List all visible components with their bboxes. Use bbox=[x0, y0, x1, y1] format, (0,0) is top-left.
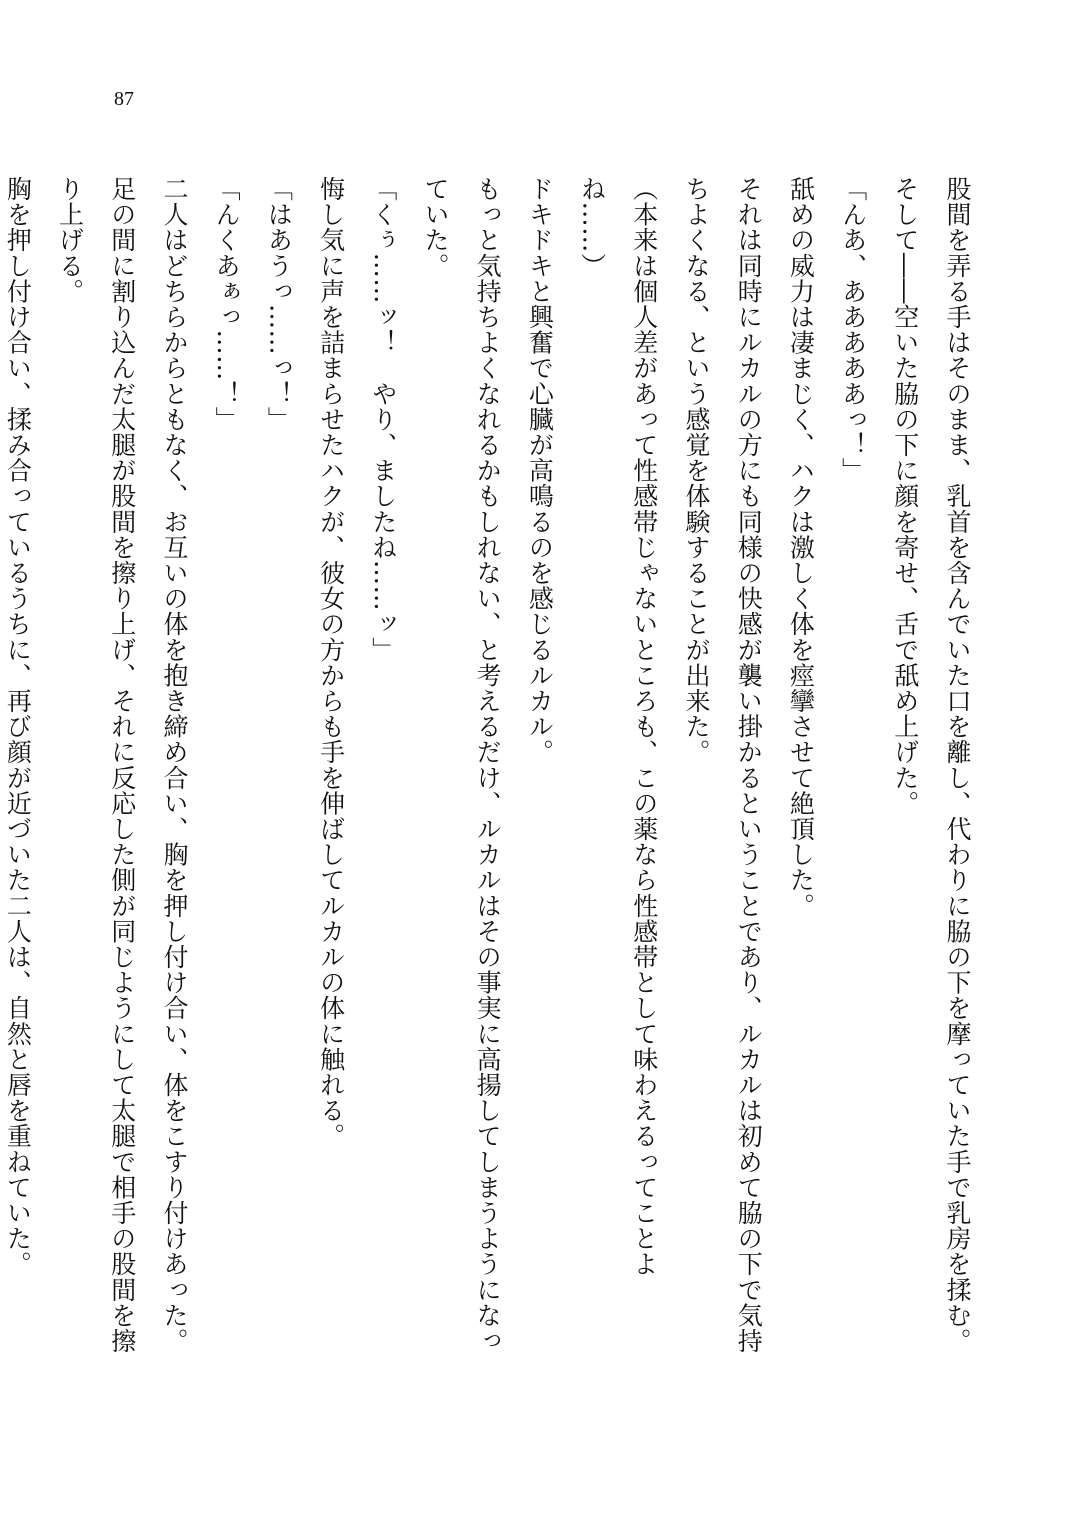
page-number: 87 bbox=[114, 88, 134, 110]
paragraph-4: 舐めの威力は凄まじく、ハクは激しく体を痙攣させて絶頂した。 bbox=[786, 176, 816, 919]
paragraph-5: それは同時にルカルの方にも同様の快感が襲い掛かるということであり、ルカルは初めて脇の下で気持ちよくなる、という感覚を体験することが出来た。 bbox=[681, 176, 764, 1354]
paragraph-15: 胸を押し付け合い、揉み合っているうちに、再び顔が近づいた二人は、自然と唇を重ねていた。 bbox=[3, 176, 33, 1277]
paragraph-6: （本来は個人差があって性感帯じゃないところも、この薬なら性感帯として味わえるってことよね……） bbox=[577, 176, 659, 1277]
paragraph-1: 股間を弄る手はそのまま、乳首を含んでいた口を離し、代わりに脇の下を摩っていた手で乳房を揉む。 bbox=[943, 176, 972, 1354]
body-text bbox=[0, 176, 983, 1356]
paragraph-13: 二人はどちらからともなく、お互いの体を抱き締め合い、胸を押し付け合い、体をこすり付けあった。 bbox=[159, 176, 189, 1354]
paragraph-8: もっと気持ちよくなれるかもしれない、と考えるだけ、ルカルはその事実に高揚してしまうようになっていた。 bbox=[420, 176, 503, 1354]
paragraph-11: 「はあうっ……っ！」 bbox=[264, 176, 294, 432]
paragraph-10: 悔し気に声を詰まらせたハクが、彼女の方からも手を伸ばしてルカルの体に触れる。 bbox=[316, 176, 346, 1149]
paragraph-9: 「くぅ……ッ！ やり、ましたね……ッ」 bbox=[368, 176, 398, 663]
paragraph-12: 「んくあぁっ……！」 bbox=[212, 176, 242, 432]
paragraph-3: 「んあ、あああああっ！」 bbox=[838, 176, 868, 484]
paragraph-14: 足の間に割り込んだ太腿が股間を擦り上げ、それに反応した側が同じようにして太腿で相手の股間を擦り上げる。 bbox=[55, 176, 137, 1354]
paragraph-2: そして――空いた脇の下に顔を寄せ、舌で舐め上げた。 bbox=[890, 176, 920, 816]
paragraph-7: ドキドキと興奮で心臓が高鳴るのを感じるルカル。 bbox=[525, 176, 555, 765]
